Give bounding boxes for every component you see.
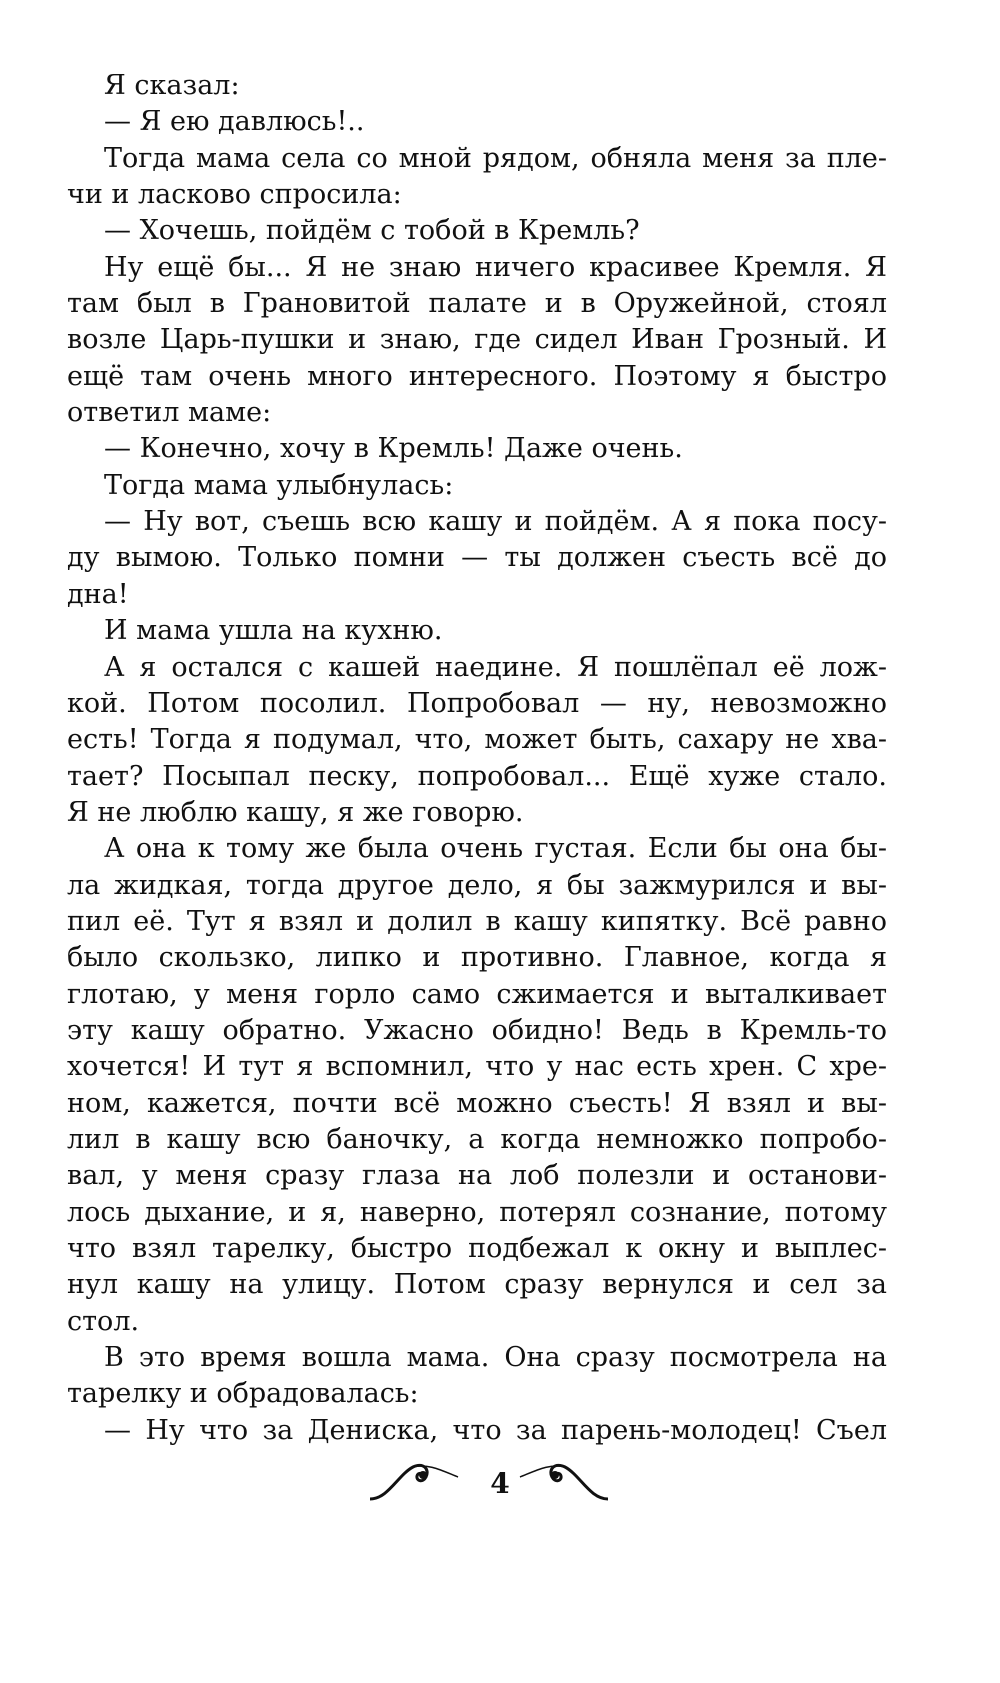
text-line: Я сказал: — [104, 70, 240, 101]
text-line: лил в кашу всю баночку, а когда немножко попробо- — [67, 1123, 887, 1155]
text-line: лось дыхание, и я, наверно, потерял сознание, потому — [67, 1196, 887, 1228]
text-line: Ну ещё бы... Я не знаю ничего красивее Кремля. Я — [104, 251, 887, 283]
text-line: ном, кажется, почти всё можно съесть! Я взял и вы- — [67, 1087, 887, 1119]
text-line: там был в Грановитой палате и в Оружейной, стоял — [67, 288, 887, 320]
text-line: ещё там очень много интересного. Поэтому я быстро — [67, 360, 887, 392]
text-line: вал, у меня сразу глаза на лоб полезли и останови- — [67, 1160, 887, 1192]
page-number: 4 — [490, 1467, 510, 1500]
text-line: пил её. Тут я взял и долил в кашу кипятку. Всё равно — [67, 905, 887, 937]
text-line: возле Царь-пушки и знаю, где сидел Иван Грозный. И — [67, 324, 887, 356]
text-line: Я не люблю кашу, я же говорю. — [67, 796, 524, 828]
text-line: было скользко, липко и противно. Главное, когда я — [67, 942, 887, 974]
text-line: что взял тарелку, быстро подбежал к окну и выплес- — [67, 1233, 887, 1264]
text-line: хочется! И тут я вспомнил, что у нас есть хрен. С хре- — [67, 1051, 887, 1083]
text-line: дна! — [67, 578, 129, 610]
text-line: тарелку и обрадовалась: — [67, 1378, 419, 1410]
text-line: И мама ушла на кухню. — [104, 615, 443, 647]
text-line: эту кашу обратно. Ужасно обидно! Ведь в Кремль-то — [67, 1014, 887, 1046]
text-line: ла жидкая, тогда другое дело, я бы зажмурился и вы- — [67, 869, 887, 901]
text-line: Тогда мама улыбнулась: — [104, 469, 454, 501]
text-line: ду вымою. Только помни — ты должен съесть всё до — [67, 542, 887, 574]
text-line: А я остался с кашей наедине. Я пошлёпал её лож- — [104, 651, 887, 683]
text-line: стол. — [67, 1305, 140, 1337]
page-footer — [0, 1455, 1000, 1515]
text-line: чи и ласково спросила: — [67, 179, 402, 211]
text-line: — Ну что за Дениска, что за парень-молодец! Съел — [104, 1414, 887, 1446]
text-line: — Конечно, хочу в Кремль! Даже очень. — [104, 433, 683, 465]
text-line: ответил маме: — [67, 397, 272, 429]
text-line: — Ну вот, съешь всю кашу и пойдём. А я пока посу- — [104, 506, 887, 538]
text-line: — Хочешь, пойдём с тобой в Кремль? — [104, 215, 640, 247]
text-line: нул кашу на улицу. Потом сразу вернулся и сел за — [67, 1269, 887, 1301]
text-line: глотаю, у меня горло само сжимается и выталкивает — [67, 978, 887, 1010]
text-line: — Я ею давлюсь!.. — [104, 106, 365, 138]
text-line: А она к тому же была очень густая. Если бы она бы- — [104, 833, 887, 865]
right-swirl-ornament-icon — [510, 1455, 610, 1505]
page-body-text — [67, 68, 887, 1449]
text-line: Тогда мама села со мной рядом, обняла меня за пле- — [104, 142, 887, 174]
text-line: есть! Тогда я подумал, что, может быть, сахару не хва- — [67, 724, 887, 756]
text-line: кой. Потом посолил. Попробовал — ну, невозможно — [67, 687, 887, 719]
text-line: В это время вошла мама. Она сразу посмотрела на — [104, 1342, 887, 1374]
text-line: тает? Посыпал песку, попробовал... Ещё хуже стало. — [67, 760, 887, 792]
